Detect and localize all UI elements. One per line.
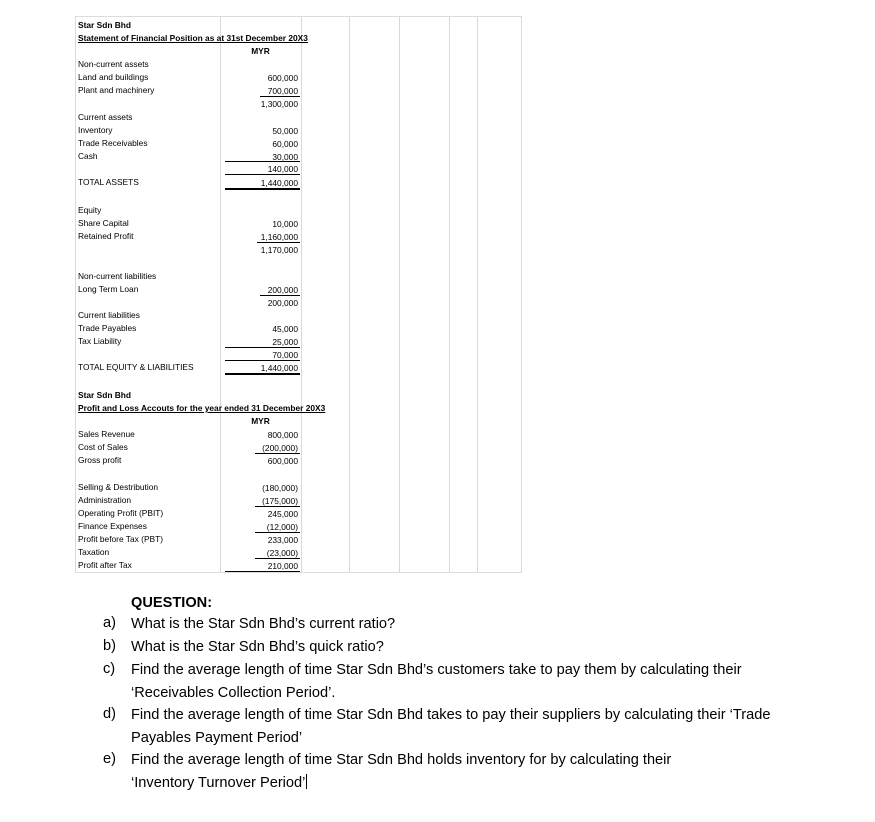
row-value: 800,000: [267, 430, 298, 440]
pl-company-name: Star Sdn Bhd: [78, 390, 132, 400]
total-assets-label: TOTAL ASSETS: [78, 177, 139, 187]
row-total: 200,000: [267, 298, 298, 308]
question-text: What is the Star Sdn Bhd’s quick ratio?: [131, 639, 384, 655]
subtotal-rule: [260, 295, 300, 296]
row-label: Administration: [78, 495, 132, 505]
row-label: Tax Liability: [78, 336, 122, 346]
equity-heading: Equity: [78, 205, 102, 215]
row-label: Cost of Sales: [78, 442, 128, 452]
row-label: Inventory: [78, 125, 113, 135]
subtotal-rule: [225, 347, 300, 348]
row-label: Land and buildings: [78, 72, 149, 82]
noncurrent-liabilities-heading: Non-current liabilities: [78, 271, 157, 281]
row-value: 210,000: [267, 561, 298, 571]
noncurrent-assets-heading: Non-current assets: [78, 59, 149, 69]
total-rule: [225, 188, 300, 190]
row-value: 600,000: [267, 456, 298, 466]
row-label: Finance Expenses: [78, 521, 147, 531]
total-equity-liabilities-value: 1,440,000: [260, 363, 298, 373]
grid-line: [75, 16, 522, 17]
subtotal-rule: [225, 161, 300, 162]
row-label: Plant and machinery: [78, 85, 155, 95]
question-letter: b): [103, 638, 116, 654]
total-rule: [225, 571, 300, 572]
row-value: (23,000): [266, 548, 298, 558]
sfp-currency: MYR: [251, 46, 270, 56]
question-letter: c): [103, 661, 116, 677]
question-heading: QUESTION:: [131, 595, 213, 611]
row-value: (12,000): [266, 522, 298, 532]
spreadsheet-image: [75, 16, 522, 573]
grid-line: [75, 16, 76, 573]
subtotal-rule: [225, 360, 300, 361]
question-letter: a): [103, 615, 116, 631]
row-value: 60,000: [272, 139, 298, 149]
row-value: 30,000: [272, 152, 298, 162]
question-text[interactable]: [131, 749, 731, 795]
subtotal-rule: [225, 174, 300, 175]
row-total: 140,000: [267, 164, 298, 174]
row-label: Profit before Tax (PBT): [78, 534, 164, 544]
row-label: Taxation: [78, 547, 110, 557]
total-equity-liabilities-label: TOTAL EQUITY & LIABILITIES: [78, 362, 194, 372]
row-value: 10,000: [272, 219, 298, 229]
grid-line: [477, 16, 478, 573]
grid-line: [75, 572, 522, 573]
row-label: Selling & Destribution: [78, 482, 159, 492]
row-value: 50,000: [272, 126, 298, 136]
subtotal-rule: [257, 242, 300, 243]
question-text-content: Find the average length of time Star Sdn Bhd holds inventory for by calculating their ‘Inventory Turnover Period’: [131, 752, 672, 791]
row-value: (175,000): [262, 496, 298, 506]
grid-line: [349, 16, 350, 573]
grid-line: [220, 16, 221, 573]
row-label: Long Term Loan: [78, 284, 139, 294]
row-value: 700,000: [267, 86, 298, 96]
row-label: Sales Revenue: [78, 429, 135, 439]
text-cursor: [306, 774, 307, 789]
row-label: Retained Profit: [78, 231, 134, 241]
row-label: Trade Receivables: [78, 138, 148, 148]
row-value: 25,000: [272, 337, 298, 347]
current-assets-heading: Current assets: [78, 112, 133, 122]
sfp-title: Statement of Financial Position as at 31st December 20X3: [78, 33, 308, 43]
row-value: 245,000: [267, 509, 298, 519]
grid-line: [399, 16, 400, 573]
row-label: Gross profit: [78, 455, 122, 465]
row-value: 45,000: [272, 324, 298, 334]
row-total: 70,000: [272, 350, 298, 360]
subtotal-rule: [255, 506, 300, 507]
row-value: (180,000): [262, 483, 298, 493]
question-text: What is the Star Sdn Bhd’s current ratio?: [131, 616, 396, 632]
grid-line: [301, 16, 302, 573]
row-total: 1,170,000: [260, 245, 298, 255]
total-assets-value: 1,440,000: [260, 178, 298, 188]
subtotal-rule: [260, 96, 300, 97]
row-label: Operating Profit (PBIT): [78, 508, 164, 518]
row-value: (200,000): [262, 443, 298, 453]
row-label: Share Capital: [78, 218, 129, 228]
grid-line: [449, 16, 450, 573]
pl-currency: MYR: [251, 416, 270, 426]
company-name: Star Sdn Bhd: [78, 20, 132, 30]
current-liabilities-heading: Current liabilities: [78, 310, 140, 320]
question-text: Find the average length of time Star Sdn Bhd’s customers take to pay them by calculating their ‘Receivables Collection Period’.: [131, 662, 742, 701]
row-value: 200,000: [267, 285, 298, 295]
subtotal-rule: [255, 453, 300, 454]
row-label: Cash: [78, 151, 98, 161]
row-value: 1,160,000: [260, 232, 298, 242]
subtotal-rule: [255, 558, 300, 559]
row-value: 600,000: [267, 73, 298, 83]
subtotal-rule: [255, 532, 300, 533]
question-letter: e): [103, 751, 116, 767]
pl-title: Profit and Loss Accouts for the year ended 31 December 20X3: [78, 403, 326, 413]
total-rule: [225, 373, 300, 375]
row-label: Trade Payables: [78, 323, 137, 333]
row-label: Profit after Tax: [78, 560, 132, 570]
grid-line: [521, 16, 522, 573]
question-text: Find the average length of time Star Sdn Bhd takes to pay their suppliers by calculating their ‘Trade Payables Payment Period’: [131, 707, 771, 746]
row-value: 233,000: [267, 535, 298, 545]
question-letter: d): [103, 706, 116, 722]
row-total: 1,300,000: [260, 99, 298, 109]
